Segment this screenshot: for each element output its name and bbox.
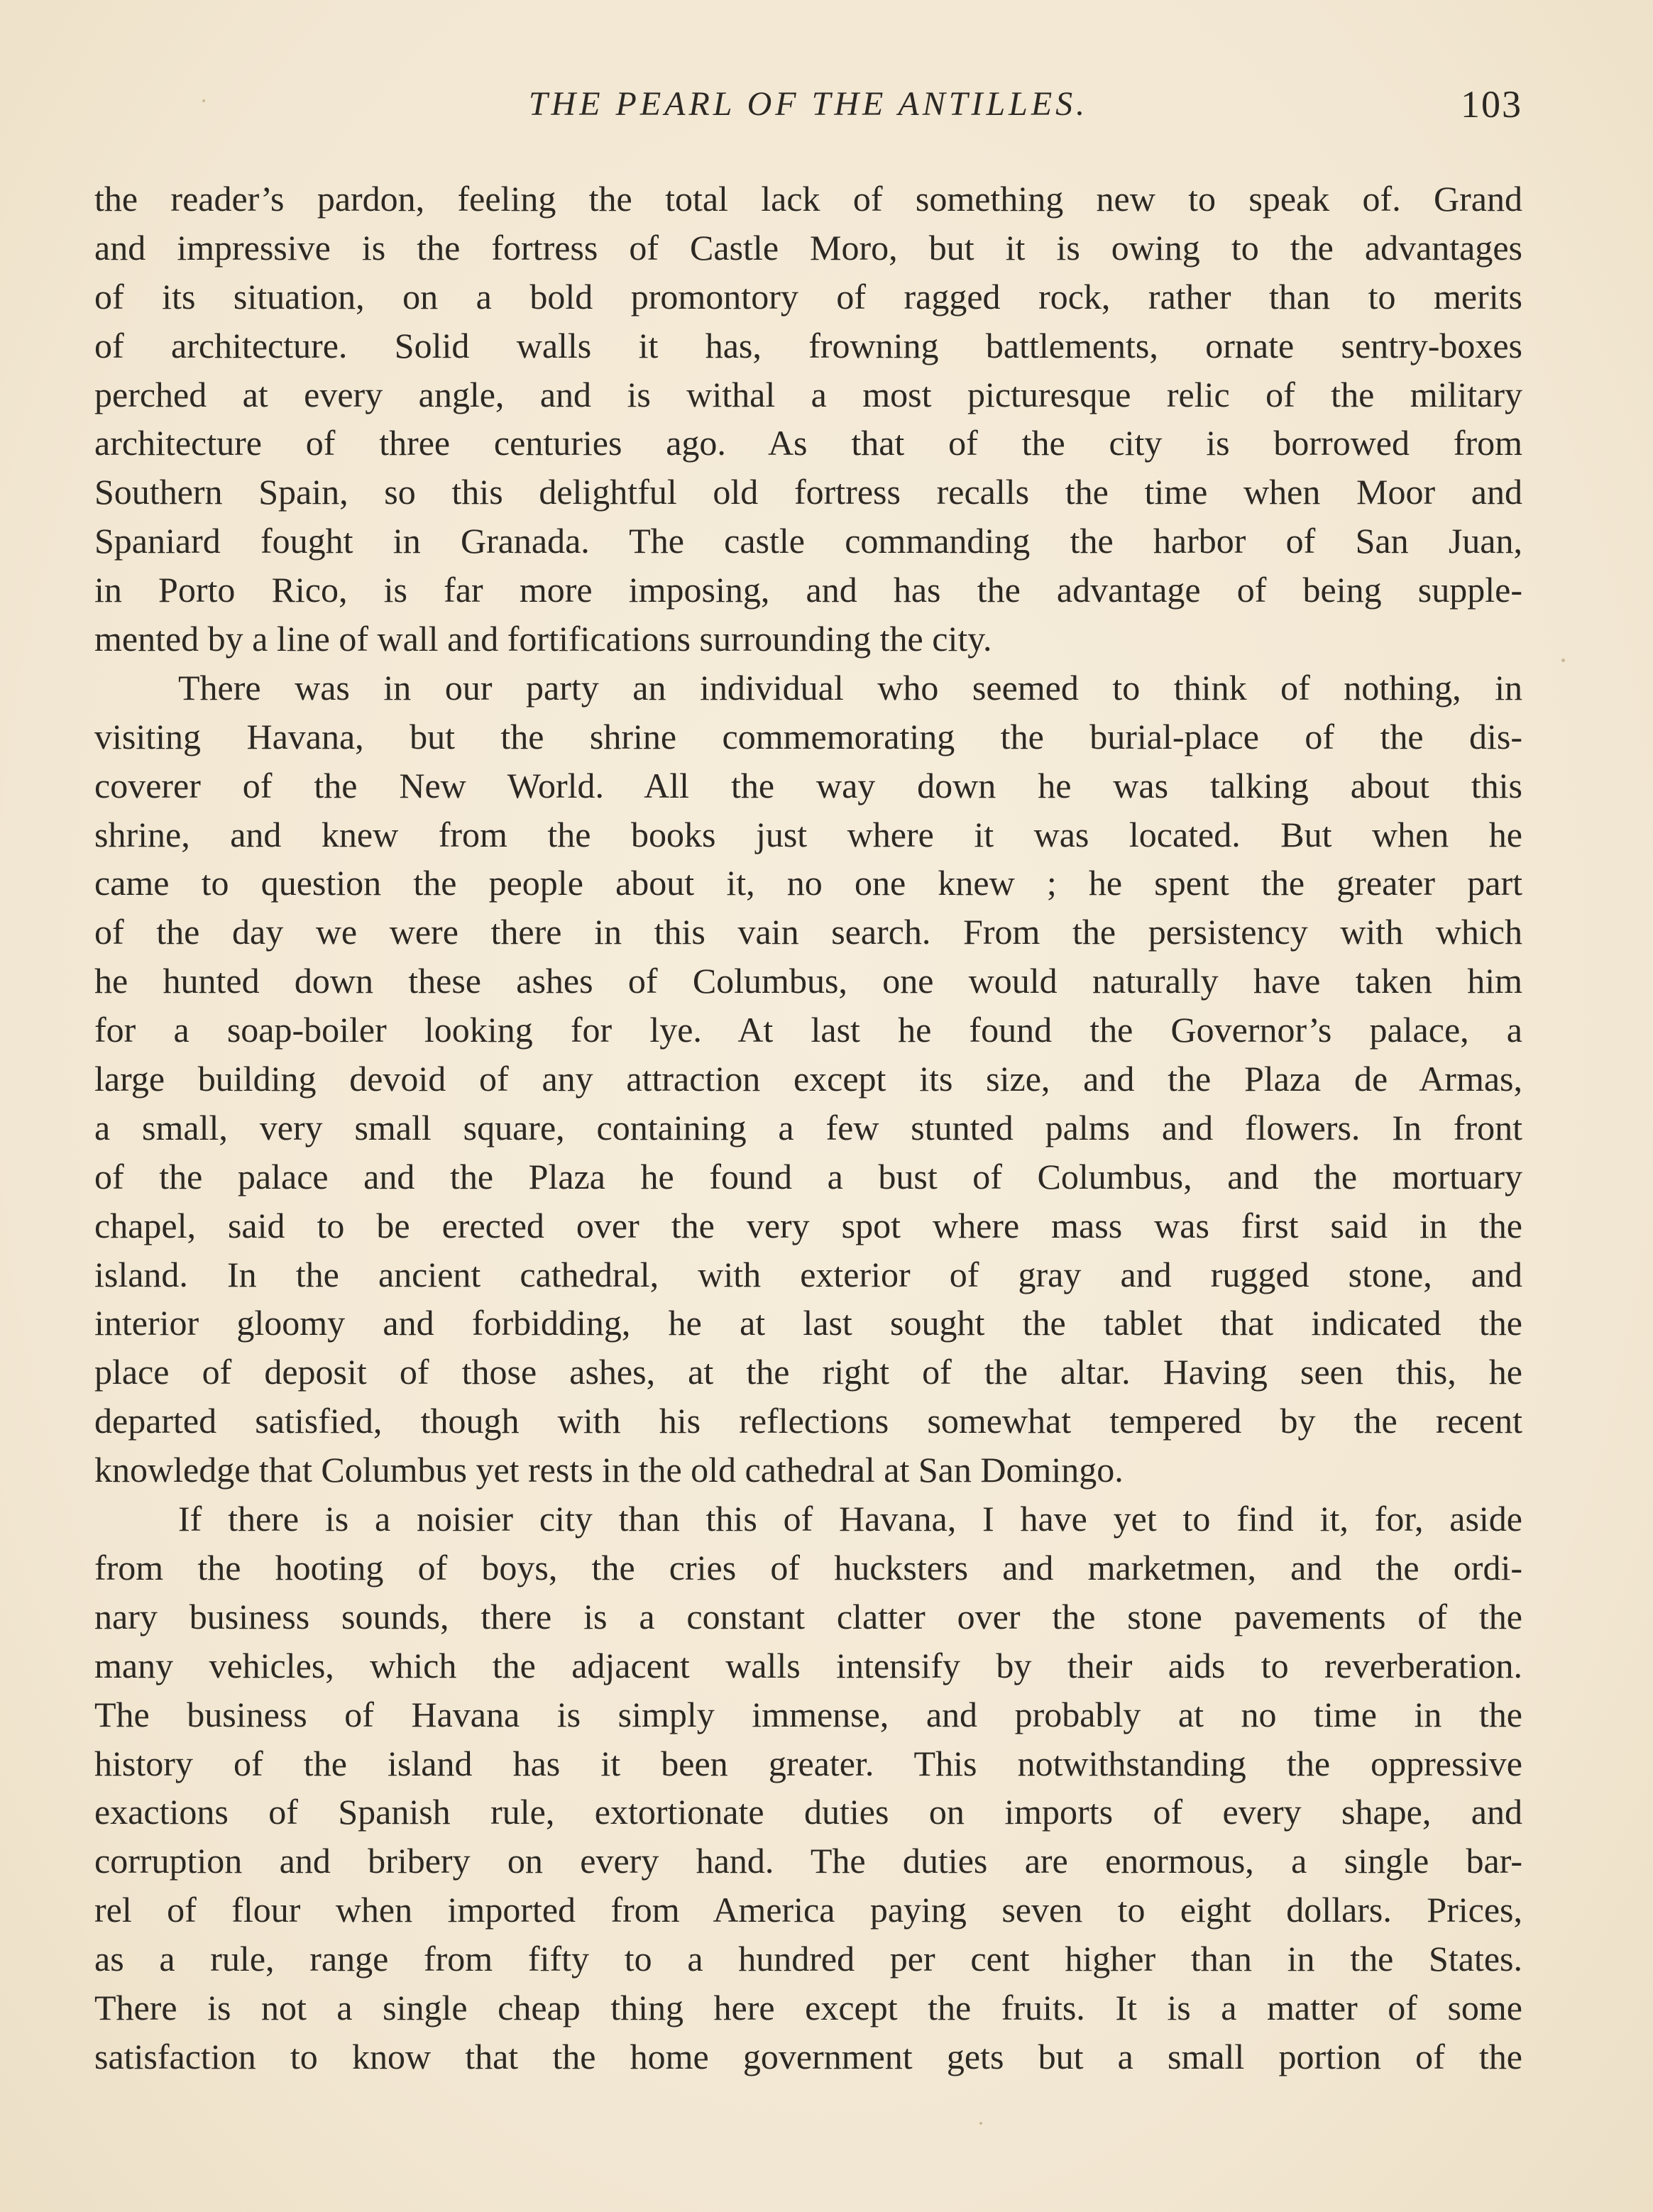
paragraph-first-line: If there is a noisier city than this of Havana, I have yet to find it, for, aside: [178, 1499, 1522, 1539]
text-line: knowledge that Columbus yet rests in the old cathedral at San Domingo.: [94, 1450, 1124, 1490]
text-line: many vehicles, which the adjacent walls intensify by their aids to reverberation.: [94, 1645, 1522, 1685]
text-line: he hunted down these ashes of Columbus, one would naturally have taken him: [94, 961, 1522, 1001]
text-line: rel of flour when imported from America paying seven to eight dollars. Prices,: [94, 1890, 1522, 1930]
text-line: of the day we were there in this vain search. From the persistency with which: [94, 912, 1522, 952]
paragraph-first-line: There was in our party an individual who seemed to think of nothing, in: [178, 667, 1522, 708]
text-line: for a soap-boiler looking for lye. At last he found the Governor’s palace, a: [94, 1010, 1522, 1050]
text-line: as a rule, range from fifty to a hundred per cent higher than in the States.: [94, 1939, 1522, 1979]
page-number: 103: [1461, 83, 1522, 126]
text-line: a small, very small square, containing a few stunted palms and flowers. In front: [94, 1107, 1522, 1148]
text-line: of the palace and the Plaza he found a bust of Columbus, and the mortuary: [94, 1156, 1522, 1196]
text-line: exactions of Spanish rule, extortionate duties on imports of every shape, and: [94, 1792, 1522, 1832]
text-line: satisfaction to know that the home government gets but a small portion of the: [94, 2036, 1522, 2076]
text-line: and impressive is the fortress of Castle Moro, but it is owing to the advantages: [94, 227, 1522, 268]
text-line: corruption and bribery on every hand. The duties are enormous, a single bar-: [94, 1841, 1522, 1881]
text-line: place of deposit of those ashes, at the right of the altar. Having seen this, he: [94, 1352, 1522, 1392]
text-line: interior gloomy and forbidding, he at last sought the tablet that indicated the: [94, 1303, 1522, 1343]
text-line: perched at every angle, and is withal a most picturesque relic of the military: [94, 374, 1522, 414]
text-line: chapel, said to be erected over the very spot where mass was first said in the: [94, 1205, 1522, 1245]
text-line: The business of Havana is simply immense, and probably at no time in the: [94, 1694, 1522, 1734]
text-line: visiting Havana, but the shrine commemorating the burial-place of the dis-: [94, 716, 1522, 756]
text-line: Spaniard fought in Granada. The castle commanding the harbor of San Juan,: [94, 521, 1522, 561]
text-line: There is not a single cheap thing here except the fruits. It is a matter of some: [94, 1987, 1522, 2027]
text-line: departed satisfied, though with his reflections somewhat tempered by the recent: [94, 1401, 1522, 1441]
text-line: architecture of three centuries ago. As that of the city is borrowed from: [94, 423, 1522, 463]
paper-speck: [202, 99, 205, 102]
text-line: large building devoid of any attraction except its size, and the Plaza de Armas,: [94, 1059, 1522, 1099]
running-title: THE PEARL OF THE ANTILLES.: [528, 85, 1089, 123]
body-text: [94, 175, 1522, 2081]
text-line: of its situation, on a bold promontory of ragged rock, rather than to merits: [94, 276, 1522, 317]
running-head: [94, 79, 1522, 129]
paper-speck: [1561, 659, 1565, 662]
text-line: in Porto Rico, is far more imposing, and has the advantage of being supple-: [94, 570, 1522, 610]
text-line: nary business sounds, there is a constant clatter over the stone pavements of the: [94, 1596, 1522, 1636]
paper-speck: [979, 2122, 982, 2125]
text-line: from the hooting of boys, the cries of hucksters and marketmen, and the ordi-: [94, 1547, 1522, 1588]
text-line: the reader’s pardon, feeling the total lack of something new to speak of. Grand: [94, 179, 1522, 219]
text-line: of architecture. Solid walls it has, frowning battlements, ornate sentry-boxes: [94, 325, 1522, 365]
text-line: coverer of the New World. All the way down he was talking about this: [94, 765, 1522, 805]
text-line: history of the island has it been greater. This notwithstanding the oppressive: [94, 1743, 1522, 1783]
text-line: mented by a line of wall and fortifications surrounding the city.: [94, 619, 992, 659]
text-line: shrine, and knew from the books just where it was located. But when he: [94, 814, 1522, 854]
text-line: island. In the ancient cathedral, with exterior of gray and rugged stone, and: [94, 1254, 1522, 1294]
text-line: came to question the people about it, no one knew ; he spent the greater part: [94, 863, 1522, 903]
text-line: Southern Spain, so this delightful old fortress recalls the time when Moor and: [94, 472, 1522, 512]
